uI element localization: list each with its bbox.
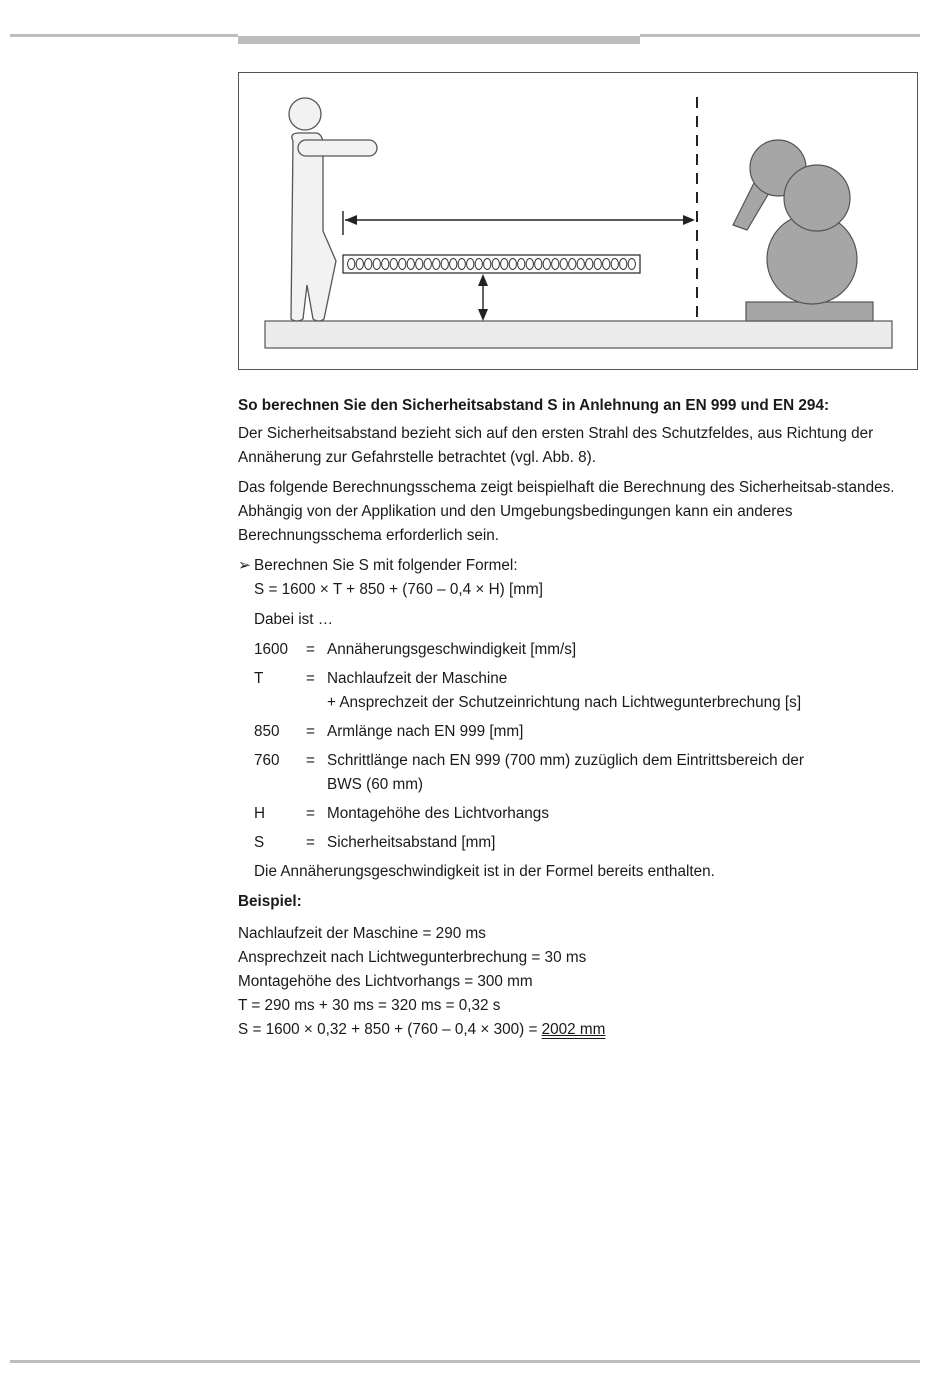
variable-description-line: Nachlaufzeit der Maschine [327,670,508,687]
variable-equals: = [306,641,315,658]
variables-intro: Dabei ist … [254,611,334,628]
variable-row [254,831,928,855]
variable-description [327,667,928,715]
example-line: T = 290 ms + 30 ms = 320 ms = 0,32 s [238,997,501,1014]
paragraph-calculation-scheme: Das folgende Berechnungsschema zeigt beispielhaft die Berechnung des Sicherheitsab-standes. Abhängig von der Applikation und den Umgebungsbedingungen kann ein anderes Berechnungsschema erforderlich sein. [238,479,895,544]
section-heading: So berechnen Sie den Sicherheitsabstand S in Anlehnung an EN 999 und EN 294: [238,397,830,414]
header-rule-left [10,34,238,37]
header-rule-tab [238,36,640,44]
example-title: Beispiel: [238,893,302,910]
variable-description [327,802,928,826]
machine-base [746,302,873,321]
variable-equals: = [306,834,315,851]
variable-description-line: Sicherheitsabstand [mm] [327,834,496,851]
variable-equals: = [306,752,315,769]
example-block [238,922,928,1042]
height-arrowhead-top [478,274,488,286]
variable-symbol: T [254,670,264,687]
variable-description [327,749,928,797]
variable-symbol: 850 [254,723,280,740]
arrow-bullet-icon: ➢ [238,557,251,574]
figure-illustration [239,73,919,371]
safety-distance-figure [238,72,918,370]
variable-equals: = [306,670,315,687]
variable-equals: = [306,723,315,740]
variable-symbol: H [254,805,266,822]
formula-note: Die Annäherungsgeschwindigkeit ist in der Formel bereits enthalten. [254,863,715,880]
footer-rule [10,1360,920,1363]
distance-arrowhead-right [683,215,695,225]
variable-description-line: + Ansprechzeit der Schutzeinrichtung nach Lichtwegunterbrechung [s] [327,694,802,711]
example-line: Nachlaufzeit der Maschine = 290 ms [238,925,486,942]
paragraph-reference-beam: Der Sicherheitsabstand bezieht sich auf den ersten Strahl des Schutzfeldes, aus Richtung der Annäherung zur Gefahrstelle betrachtet (vgl. Abb. 8). [238,425,874,466]
example-final-line [238,1018,928,1042]
floor [265,321,892,348]
variable-equals: = [306,805,315,822]
example-line: Montagehöhe des Lichtvorhangs = 300 mm [238,973,533,990]
person-figure [289,98,377,321]
example-line: Ansprechzeit nach Lichtwegunterbrechung = 30 ms [238,949,587,966]
robot-shoulder [784,165,850,231]
example-result: 2002 mm [541,1021,606,1038]
light-curtain [343,255,640,273]
variable-description-line: Schrittlänge nach EN 999 (700 mm) zuzüglich dem Eintrittsbereich der [327,752,804,769]
formula: S = 1600 × T + 850 + (760 – 0,4 × H) [mm] [254,581,543,598]
main-content [238,394,928,1042]
variable-symbol: S [254,834,265,851]
variable-row [254,749,928,797]
variable-description [327,720,928,744]
variables-list [238,638,928,855]
variable-row [254,720,928,744]
variable-symbol: 760 [254,752,280,769]
variable-description-line: Annäherungsgeschwindigkeit [mm/s] [327,641,577,658]
instruction-step [238,554,928,578]
variable-description-line: BWS (60 mm) [327,776,424,793]
variable-description [327,638,928,662]
example-final-formula: S = 1600 × 0,32 + 850 + (760 – 0,4 × 300) = [238,1021,542,1038]
variable-row [254,802,928,826]
variable-row [254,667,928,715]
height-arrowhead-bottom [478,309,488,321]
variable-description [327,831,928,855]
variable-description-line: Montagehöhe des Lichtvorhangs [327,805,549,822]
instruction-text: Berechnen Sie S mit folgender Formel: [254,557,518,574]
variable-row [254,638,928,662]
distance-arrowhead-left [345,215,357,225]
variable-description-line: Armlänge nach EN 999 [mm] [327,723,524,740]
header-rule-right [640,34,920,37]
variable-symbol: 1600 [254,641,289,658]
